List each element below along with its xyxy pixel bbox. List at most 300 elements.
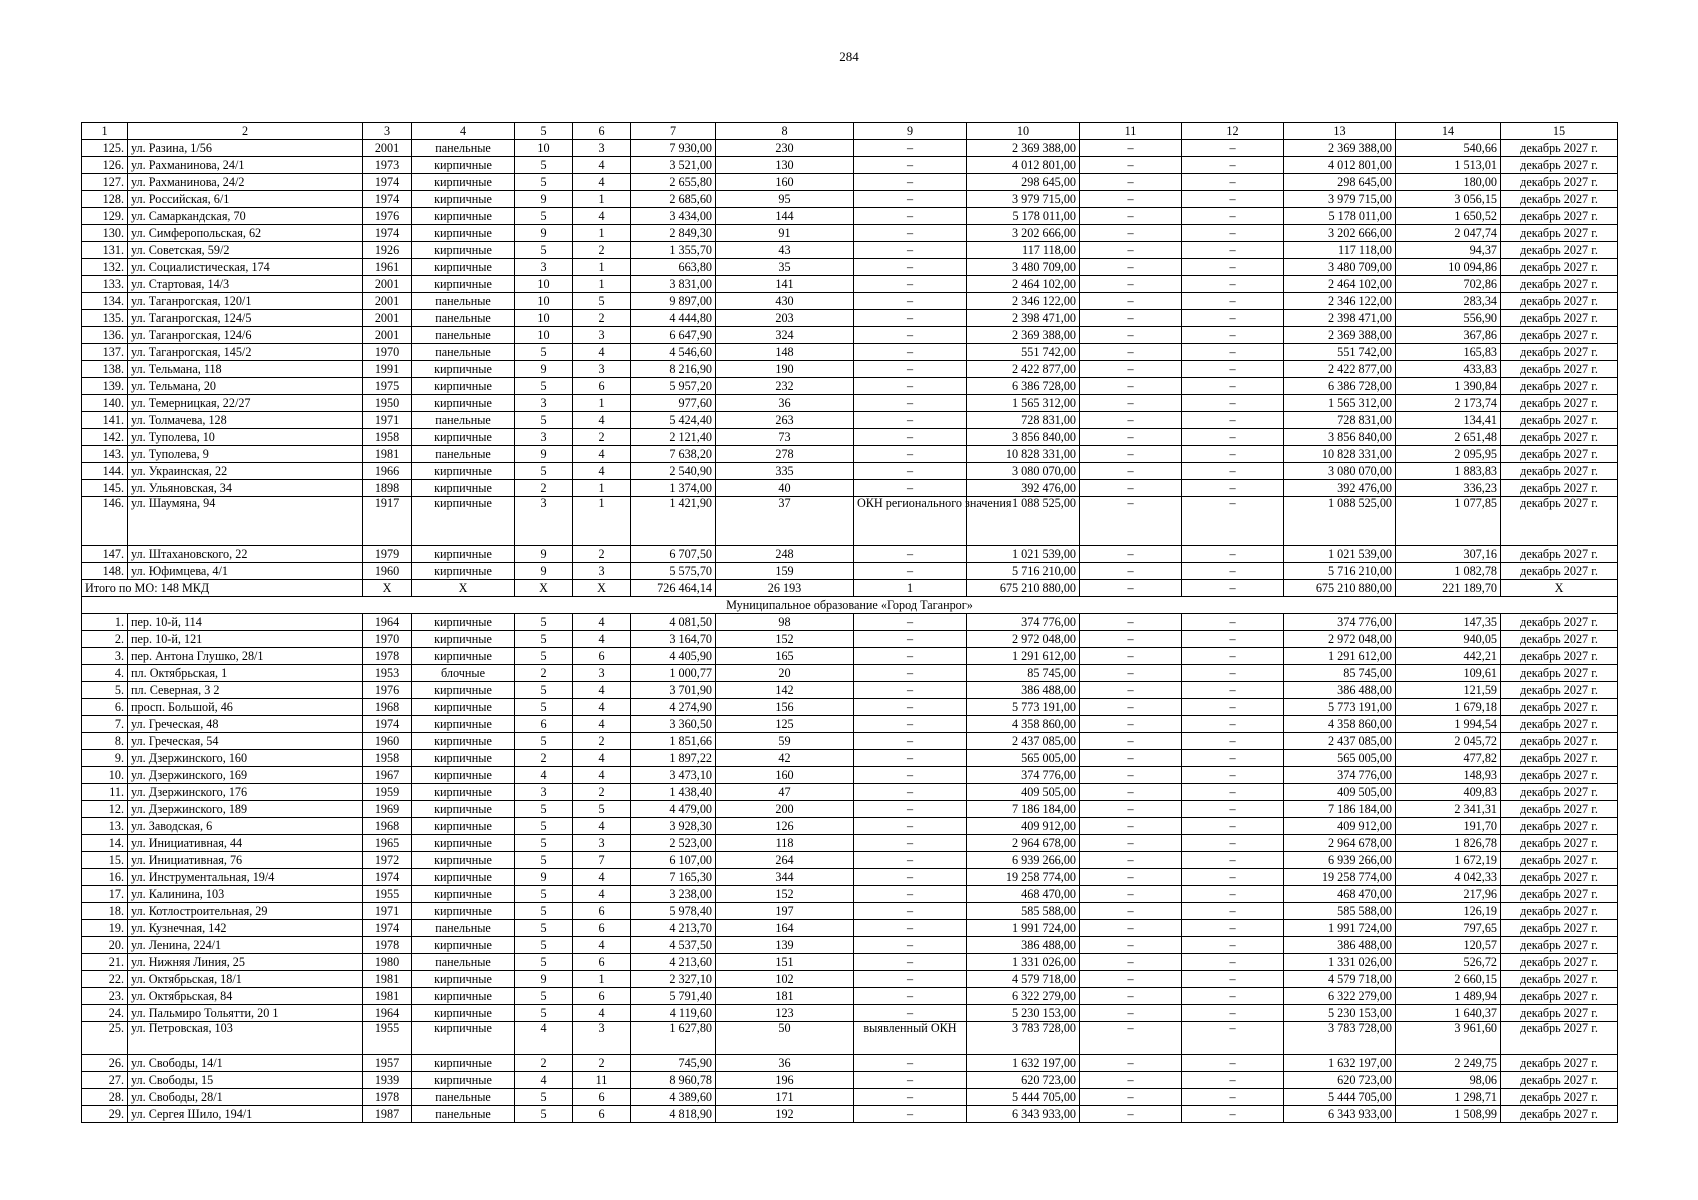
cell-col11: – [1080, 378, 1182, 395]
cell-year: 1955 [363, 886, 412, 903]
cell-address: ул. Свободы, 15 [128, 1072, 363, 1089]
cell-total-cost: 409 505,00 [1284, 784, 1396, 801]
cell-number: 10. [82, 767, 128, 784]
table-row [82, 954, 1618, 971]
cell-residents: 160 [716, 174, 854, 191]
cell-material: панельные [412, 310, 515, 327]
cell-col12: – [1182, 903, 1284, 920]
table-row [82, 818, 1618, 835]
cell-heritage-status: – [854, 446, 967, 463]
cell-area: 6 107,00 [631, 852, 716, 869]
cell-year: 1980 [363, 954, 412, 971]
cell-heritage-status: ОКН регионального значения [854, 497, 967, 546]
cell-heritage-status: – [854, 174, 967, 191]
cell-unit-cost: 556,90 [1396, 310, 1501, 327]
cell-col12: – [1182, 954, 1284, 971]
cell-address: ул. Стартовая, 14/3 [128, 276, 363, 293]
cell-residents: 230 [716, 140, 854, 157]
cell-area: 745,90 [631, 1055, 716, 1072]
cell-entrances: 2 [573, 733, 631, 750]
cell-cost: 1 291 612,00 [967, 648, 1080, 665]
cell-year: 1974 [363, 920, 412, 937]
cell-cost: 392 476,00 [967, 480, 1080, 497]
table-row [82, 750, 1618, 767]
cell-col11: – [1080, 242, 1182, 259]
cell-floors: 3 [515, 395, 573, 412]
cell-heritage-status: – [854, 378, 967, 395]
cell-unit-cost: 148,93 [1396, 767, 1501, 784]
cell-unit-cost: 10 094,86 [1396, 259, 1501, 276]
cell-floors: 5 [515, 733, 573, 750]
cell-col12: – [1182, 869, 1284, 886]
cell-address: ул. Кузнечная, 142 [128, 920, 363, 937]
cell-unit-cost: 702,86 [1396, 276, 1501, 293]
cell-entrances: 1 [573, 191, 631, 208]
cell-entrances: 4 [573, 412, 631, 429]
cell-entrances: 6 [573, 920, 631, 937]
cell-year: 1926 [363, 242, 412, 259]
cell-total-cost: 10 828 331,00 [1284, 446, 1396, 463]
cell-col12: – [1182, 1022, 1284, 1055]
cell-address: ул. Котлостроительная, 29 [128, 903, 363, 920]
cell-material: кирпичные [412, 631, 515, 648]
cell-floors: 5 [515, 699, 573, 716]
cell-entrances: 1 [573, 497, 631, 546]
cell-entrances: 4 [573, 208, 631, 225]
cell-number: 129. [82, 208, 128, 225]
cell-col12: – [1182, 242, 1284, 259]
column-header: 6 [573, 123, 631, 140]
cell-year: 1967 [363, 767, 412, 784]
cell-entrances: 1 [573, 276, 631, 293]
cell-total-cost: 620 723,00 [1284, 1072, 1396, 1089]
table-row [82, 937, 1618, 954]
cell-col12: – [1182, 378, 1284, 395]
cell-col12: – [1182, 801, 1284, 818]
cell-deadline: декабрь 2027 г. [1501, 310, 1618, 327]
cell-area: 4 479,00 [631, 801, 716, 818]
cell-unit-cost: 1 298,71 [1396, 1089, 1501, 1106]
cell-heritage-status: – [854, 242, 967, 259]
cell-material: кирпичные [412, 971, 515, 988]
cell-col11: – [1080, 276, 1182, 293]
cell-total-cost: 3 202 666,00 [1284, 225, 1396, 242]
cell-unit-cost: 98,06 [1396, 1072, 1501, 1089]
cell-residents: 164 [716, 920, 854, 937]
cell-total-cost: 6 386 728,00 [1284, 378, 1396, 395]
cell-unit-cost: 540,66 [1396, 140, 1501, 157]
cell-material: панельные [412, 920, 515, 937]
cell-area: 2 523,00 [631, 835, 716, 852]
cell-col11: – [1080, 293, 1182, 310]
cell-number: 128. [82, 191, 128, 208]
cell-unit-cost: 147,35 [1396, 614, 1501, 631]
cell-deadline: декабрь 2027 г. [1501, 784, 1618, 801]
cell-total-cost: 6 939 266,00 [1284, 852, 1396, 869]
cell-col12: – [1182, 140, 1284, 157]
cell-residents: 344 [716, 869, 854, 886]
cell-year: 2001 [363, 276, 412, 293]
cell-number: 22. [82, 971, 128, 988]
cell-col11: – [1080, 1005, 1182, 1022]
cell-floors: 4 [515, 767, 573, 784]
cell-heritage-status: – [854, 920, 967, 937]
cell-area: 5 978,40 [631, 903, 716, 920]
cell-deadline: декабрь 2027 г. [1501, 869, 1618, 886]
cell-area: 2 121,40 [631, 429, 716, 446]
cell-address: ул. Дзержинского, 169 [128, 767, 363, 784]
cell-unit-cost: 94,37 [1396, 242, 1501, 259]
cell-number: 130. [82, 225, 128, 242]
cell-number: 143. [82, 446, 128, 463]
cell-number: 28. [82, 1089, 128, 1106]
cell-number: 125. [82, 140, 128, 157]
cell-address: ул. Туполева, 9 [128, 446, 363, 463]
cell-heritage-status: – [854, 1072, 967, 1089]
cell-year: 1970 [363, 344, 412, 361]
cell-unit-cost: 1 508,99 [1396, 1106, 1501, 1123]
cell-total-cost: 2 437 085,00 [1284, 733, 1396, 750]
cell-col12: – [1182, 784, 1284, 801]
cell-entrances: 4 [573, 157, 631, 174]
cell-address: ул. Инициативная, 44 [128, 835, 363, 852]
cell-cost: 2 464 102,00 [967, 276, 1080, 293]
cell-area: 5 957,20 [631, 378, 716, 395]
cell-entrances: 6 [573, 954, 631, 971]
cell-deadline: декабрь 2027 г. [1501, 954, 1618, 971]
table-row [82, 276, 1618, 293]
cell-address: ул. Свободы, 28/1 [128, 1089, 363, 1106]
cell-area: 3 831,00 [631, 276, 716, 293]
cell-number: 133. [82, 276, 128, 293]
cell-total-cost: 2 346 122,00 [1284, 293, 1396, 310]
cell-total-cost: 2 398 471,00 [1284, 310, 1396, 327]
cell-floors: 5 [515, 682, 573, 699]
cell-col11: – [1080, 174, 1182, 191]
cell-total-cost: 3 480 709,00 [1284, 259, 1396, 276]
cell-total-cost: 409 912,00 [1284, 818, 1396, 835]
cell-material: кирпичные [412, 835, 515, 852]
cell-address: ул. Греческая, 48 [128, 716, 363, 733]
cell-unit-cost: 367,86 [1396, 327, 1501, 344]
cell-cost: 117 118,00 [967, 242, 1080, 259]
cell-unit-cost: 1 994,54 [1396, 716, 1501, 733]
cell-col11: – [1080, 1072, 1182, 1089]
cell-number: 136. [82, 327, 128, 344]
cell-floors: 5 [515, 903, 573, 920]
cell-address: пер. Антона Глушко, 28/1 [128, 648, 363, 665]
cell-material: кирпичные [412, 784, 515, 801]
cell-floors: 5 [515, 1089, 573, 1106]
cell-year: 1987 [363, 1106, 412, 1123]
cell-col11: – [1080, 429, 1182, 446]
total-cell: X [573, 580, 631, 597]
cell-year: 1961 [363, 259, 412, 276]
cell-area: 7 638,20 [631, 446, 716, 463]
cell-total-cost: 19 258 774,00 [1284, 869, 1396, 886]
table-row [82, 614, 1618, 631]
cell-heritage-status: – [854, 395, 967, 412]
total-cell: X [363, 580, 412, 597]
cell-entrances: 4 [573, 344, 631, 361]
table-row [82, 191, 1618, 208]
cell-residents: 152 [716, 631, 854, 648]
cell-deadline: декабрь 2027 г. [1501, 699, 1618, 716]
cell-unit-cost: 1 489,94 [1396, 988, 1501, 1005]
cell-address: ул. Дзержинского, 160 [128, 750, 363, 767]
cell-unit-cost: 1 826,78 [1396, 835, 1501, 852]
cell-deadline: декабрь 2027 г. [1501, 988, 1618, 1005]
cell-col11: – [1080, 344, 1182, 361]
cell-residents: 156 [716, 699, 854, 716]
cell-col11: – [1080, 767, 1182, 784]
cell-heritage-status: – [854, 988, 967, 1005]
cell-heritage-status: – [854, 869, 967, 886]
cell-col11: – [1080, 327, 1182, 344]
column-header: 14 [1396, 123, 1501, 140]
table-row [82, 327, 1618, 344]
cell-floors: 3 [515, 497, 573, 546]
cell-floors: 4 [515, 1022, 573, 1055]
cell-material: кирпичные [412, 497, 515, 546]
cell-floors: 2 [515, 750, 573, 767]
cell-col12: – [1182, 310, 1284, 327]
cell-year: 1971 [363, 412, 412, 429]
cell-col12: – [1182, 293, 1284, 310]
cell-unit-cost: 307,16 [1396, 546, 1501, 563]
cell-number: 146. [82, 497, 128, 546]
cell-col11: – [1080, 157, 1182, 174]
cell-total-cost: 6 322 279,00 [1284, 988, 1396, 1005]
cell-material: кирпичные [412, 988, 515, 1005]
cell-number: 26. [82, 1055, 128, 1072]
cell-floors: 10 [515, 140, 573, 157]
cell-residents: 190 [716, 361, 854, 378]
cell-cost: 3 080 070,00 [967, 463, 1080, 480]
cell-total-cost: 1 632 197,00 [1284, 1055, 1396, 1072]
cell-residents: 98 [716, 614, 854, 631]
cell-residents: 36 [716, 1055, 854, 1072]
cell-address: ул. Тельмана, 118 [128, 361, 363, 378]
cell-area: 3 238,00 [631, 886, 716, 903]
column-number-row [82, 123, 1618, 140]
cell-col12: – [1182, 157, 1284, 174]
cell-floors: 2 [515, 665, 573, 682]
cell-deadline: декабрь 2027 г. [1501, 1106, 1618, 1123]
cell-year: 2001 [363, 310, 412, 327]
cell-col11: – [1080, 716, 1182, 733]
cell-area: 2 849,30 [631, 225, 716, 242]
cell-col11: – [1080, 903, 1182, 920]
row-146-group [82, 497, 1618, 546]
table-row [82, 412, 1618, 429]
cell-number: 14. [82, 835, 128, 852]
cell-col11: – [1080, 361, 1182, 378]
cell-heritage-status: – [854, 208, 967, 225]
cell-material: панельные [412, 140, 515, 157]
cell-cost: 2 369 388,00 [967, 140, 1080, 157]
cell-area: 4 389,60 [631, 1089, 716, 1106]
cell-entrances: 3 [573, 140, 631, 157]
cell-total-cost: 2 972 048,00 [1284, 631, 1396, 648]
cell-entrances: 4 [573, 631, 631, 648]
table-row [82, 140, 1618, 157]
cell-material: кирпичные [412, 191, 515, 208]
cell-deadline: декабрь 2027 г. [1501, 1055, 1618, 1072]
cell-col12: – [1182, 563, 1284, 580]
cell-material: кирпичные [412, 157, 515, 174]
cell-col11: – [1080, 140, 1182, 157]
cell-col12: – [1182, 497, 1284, 546]
cell-col12: – [1182, 937, 1284, 954]
cell-material: кирпичные [412, 1072, 515, 1089]
cell-entrances: 3 [573, 361, 631, 378]
cell-entrances: 4 [573, 937, 631, 954]
cell-material: кирпичные [412, 395, 515, 412]
cell-col12: – [1182, 174, 1284, 191]
cell-residents: 126 [716, 818, 854, 835]
cell-total-cost: 2 964 678,00 [1284, 835, 1396, 852]
cell-address: ул. Калинина, 103 [128, 886, 363, 903]
cell-deadline: декабрь 2027 г. [1501, 429, 1618, 446]
cell-address: ул. Темерницкая, 22/27 [128, 395, 363, 412]
table-row [82, 733, 1618, 750]
cell-year: 1974 [363, 716, 412, 733]
cell-area: 2 655,80 [631, 174, 716, 191]
cell-number: 29. [82, 1106, 128, 1123]
cell-cost: 386 488,00 [967, 682, 1080, 699]
cell-number: 20. [82, 937, 128, 954]
cell-area: 4 818,90 [631, 1106, 716, 1123]
cell-area: 1 438,40 [631, 784, 716, 801]
cell-address: ул. Украинская, 22 [128, 463, 363, 480]
cell-unit-cost: 409,83 [1396, 784, 1501, 801]
cell-year: 1960 [363, 563, 412, 580]
total-unit-cost: 221 189,70 [1396, 580, 1501, 597]
cell-col11: – [1080, 988, 1182, 1005]
section-title: Муниципальное образование «Город Таганрог» [82, 597, 1618, 614]
cell-floors: 5 [515, 174, 573, 191]
cell-unit-cost: 165,83 [1396, 344, 1501, 361]
cell-col11: – [1080, 208, 1182, 225]
cell-cost: 2 369 388,00 [967, 327, 1080, 344]
cell-heritage-status: – [854, 327, 967, 344]
cell-deadline: декабрь 2027 г. [1501, 208, 1618, 225]
table-row [82, 1005, 1618, 1022]
cell-address: пер. 10-й, 121 [128, 631, 363, 648]
cell-year: 1981 [363, 971, 412, 988]
cell-number: 21. [82, 954, 128, 971]
cell-cost: 1 565 312,00 [967, 395, 1080, 412]
cell-unit-cost: 2 173,74 [1396, 395, 1501, 412]
cell-cost: 5 178 011,00 [967, 208, 1080, 225]
cell-year: 1975 [363, 378, 412, 395]
cell-year: 1972 [363, 852, 412, 869]
cell-deadline: декабрь 2027 г. [1501, 767, 1618, 784]
cell-floors: 5 [515, 1005, 573, 1022]
cell-col11: – [1080, 971, 1182, 988]
cell-year: 1974 [363, 174, 412, 191]
cell-floors: 5 [515, 344, 573, 361]
cell-heritage-status: – [854, 191, 967, 208]
cell-residents: 192 [716, 1106, 854, 1123]
cell-unit-cost: 433,83 [1396, 361, 1501, 378]
cell-total-cost: 4 358 860,00 [1284, 716, 1396, 733]
cell-unit-cost: 4 042,33 [1396, 869, 1501, 886]
cell-address: ул. Шаумяна, 94 [128, 497, 363, 546]
cell-residents: 197 [716, 903, 854, 920]
cell-total-cost: 5 773 191,00 [1284, 699, 1396, 716]
cell-address: ул. Ульяновская, 34 [128, 480, 363, 497]
cell-cost: 4 358 860,00 [967, 716, 1080, 733]
cell-year: 1981 [363, 446, 412, 463]
cell-col11: – [1080, 480, 1182, 497]
cell-unit-cost: 180,00 [1396, 174, 1501, 191]
cell-year: 1953 [363, 665, 412, 682]
cell-residents: 196 [716, 1072, 854, 1089]
cell-number: 1. [82, 614, 128, 631]
cell-year: 1950 [363, 395, 412, 412]
cell-area: 8 216,90 [631, 361, 716, 378]
cell-number: 140. [82, 395, 128, 412]
cell-floors: 9 [515, 361, 573, 378]
cell-residents: 40 [716, 480, 854, 497]
cell-total-cost: 468 470,00 [1284, 886, 1396, 903]
cell-col11: – [1080, 886, 1182, 903]
cell-address: ул. Симферопольская, 62 [128, 225, 363, 242]
cell-unit-cost: 283,34 [1396, 293, 1501, 310]
table-row [82, 242, 1618, 259]
cell-heritage-status: – [854, 733, 967, 750]
table-row [82, 225, 1618, 242]
cell-unit-cost: 526,72 [1396, 954, 1501, 971]
cell-year: 1974 [363, 225, 412, 242]
cell-total-cost: 2 464 102,00 [1284, 276, 1396, 293]
cell-col11: – [1080, 801, 1182, 818]
cell-col12: – [1182, 1055, 1284, 1072]
column-header: 10 [967, 123, 1080, 140]
cell-entrances: 6 [573, 1106, 631, 1123]
cell-year: 1958 [363, 750, 412, 767]
cell-heritage-status: – [854, 140, 967, 157]
cell-col11: – [1080, 835, 1182, 852]
cell-cost: 6 322 279,00 [967, 988, 1080, 1005]
cell-floors: 9 [515, 225, 573, 242]
cell-number: 137. [82, 344, 128, 361]
cell-col11: – [1080, 733, 1182, 750]
cell-unit-cost: 2 249,75 [1396, 1055, 1501, 1072]
table-row [82, 869, 1618, 886]
cell-material: кирпичные [412, 682, 515, 699]
total-group [82, 580, 1618, 614]
cell-deadline: декабрь 2027 г. [1501, 818, 1618, 835]
cell-floors: 9 [515, 546, 573, 563]
cell-deadline: декабрь 2027 г. [1501, 801, 1618, 818]
cell-col11: – [1080, 446, 1182, 463]
cell-floors: 10 [515, 276, 573, 293]
cell-number: 2. [82, 631, 128, 648]
cell-number: 132. [82, 259, 128, 276]
cell-year: 1964 [363, 1005, 412, 1022]
cell-year: 1958 [363, 429, 412, 446]
cell-entrances: 2 [573, 546, 631, 563]
cell-residents: 142 [716, 682, 854, 699]
cell-number: 19. [82, 920, 128, 937]
cell-floors: 3 [515, 429, 573, 446]
column-header: 4 [412, 123, 515, 140]
cell-heritage-status: – [854, 784, 967, 801]
cell-year: 1969 [363, 801, 412, 818]
